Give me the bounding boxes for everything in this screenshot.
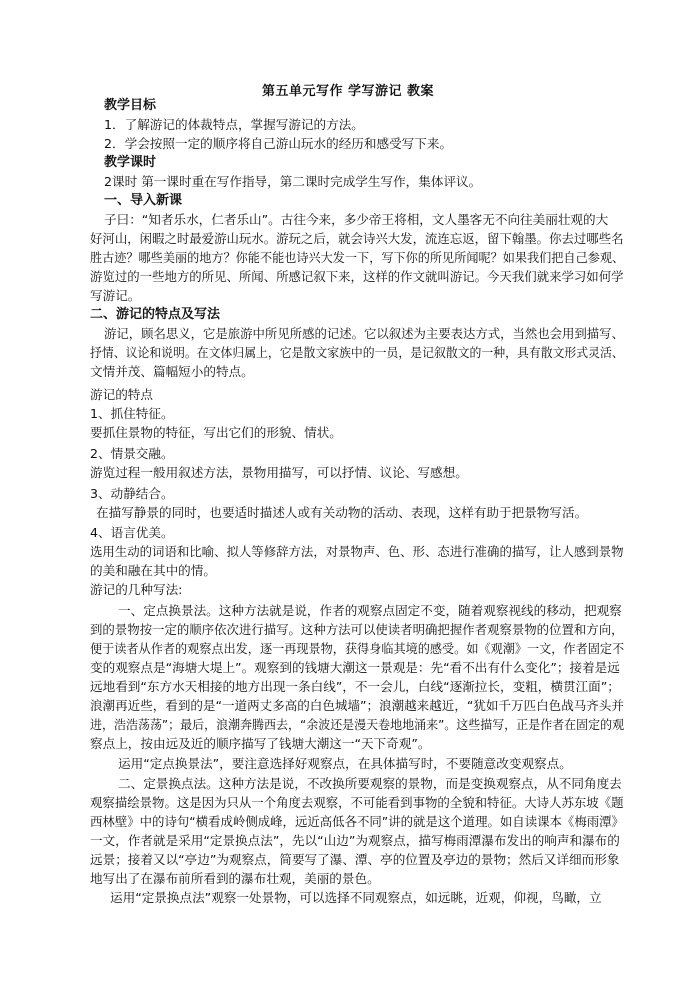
paragraph-line: 察点上，按由远及近的顺序描写了钱塘大潮这一“天下奇观”。 [90,736,431,751]
paragraph-line: 一文，作者就是采用“定景换点法”，先以“山边”为观察点，描写梅雨潭瀑布发出的响声和瀑布的 [90,833,620,848]
list-item: 3、动静结合。 [90,486,174,501]
paragraph-line: 远景；接着又以“亭边”为观察点，简要写了瀑、潭、亭的位置及亭边的景物；然后又详细而形象 [90,852,620,867]
paragraph-line: 西林壁》中的诗句“横看成岭侧成峰，远近高低各不同”讲的就是这个道理。如自读课本《梅雨潭》 [90,814,624,829]
paragraph-line: 文情并茂、篇幅短小的特点。 [90,364,254,379]
paragraph-line: 运用“定景换点法”观察一处景物，可以选择不同观察点，如远眺，近观，仰视，鸟瞰，立 [110,890,602,905]
paragraph-line: 游览过的一些地方的所见、所闻、所感记叙下来，这样的作文就叫游记。今天我们就来学习如何学 [90,269,624,284]
heading-features: 二、游记的特点及写法 [90,307,221,322]
heading-intro: 一、导入新课 [104,193,183,208]
list-item: 1、抓住特征。 [90,406,174,421]
paragraph-line: 游览过程一般用叙述方法，景物用描写，可以抒情、议论、写感想。 [90,465,468,480]
list-item: 2、情景交融。 [90,446,174,461]
subheading: 游记的特点 [90,387,153,402]
paragraph-line: 运用“定点换景法”，要注意选择好观察点，在具体描写时，不要随意改变观察点。 [118,756,572,771]
periods-text: 2课时 第一课时重在写作指导，第二课时完成学生写作，集体评议。 [104,174,482,189]
paragraph-line: 的美和融在其中的情。 [90,563,216,578]
list-item: 4、语言优美。 [90,525,174,540]
paragraph-line: 子曰：“知者乐水，仁者乐山”。古往今来，多少帝王将相，文人墨客无不向往美丽壮观的大 [104,212,609,227]
paragraph-line: 观察描绘景物。这是因为只从一个角度去观察，不可能看到事物的全貌和特征。大诗人苏东坡《题 [90,795,624,810]
objective-2: 2．学会按照一定的顺序将自己游山玩水的经历和感受写下来。 [104,136,453,151]
page-title: 第五单元写作 学写游记 教案 [261,84,435,99]
paragraph-line: 远地看到“东方水天相接的地方出现一条白线”，不一会儿，白线“逐渐拉长，变粗，横贯江面”； [90,679,620,694]
paragraph-line: 游记，顾名思义，它是旅游中所见所感的记述。它以叙述为主要表达方式，当然也会用到描写、 [104,326,624,341]
paragraph-line: 便于读者从作者的观察点出发，逐一再现景物，获得身临其境的感受。如《观潮》一文，作者固定不 [90,641,625,656]
paragraph-line: 二、定景换点法。这种方法是说，不改换所要观察的景物，而是变换观察点，从不同角度去 [118,776,622,791]
paragraph-line: 选用生动的词语和比喻、拟人等修辞方法，对景物声、色、形、态进行准确的描写，让人感到景物 [90,544,624,559]
paragraph-line: 胜古迹？哪些美丽的地方？你能不能也诗兴大发一下，写下你的所见所闻呢？如果我们把自己参观、 [90,250,625,265]
paragraph-line: 浪潮再近些，看到的是“一道两丈多高的白色城墙”；浪潮越来越近，“犹如千万匹白色战马齐头并 [90,698,624,713]
paragraph-line: 一、定点换景法。这种方法就是说，作者的观察点固定不变，随着观察视线的移动，把观察 [118,603,622,618]
paragraph-line: 进，浩浩荡荡”；最后，浪潮奔腾西去，“余波还是漫天卷地地涌来”。这些描写，正是作者在固定的观 [90,717,625,732]
paragraph-line: 变的观察点是“海塘大堤上”。观察到的钱塘大潮这一景观是：先“看不出有什么变化”；接着是远 [90,660,620,675]
paragraph-line: 要抓住景物的特征，写出它们的形貌、情状。 [90,425,342,440]
subheading: 游记的几种写法: [90,582,183,597]
paragraph-line: 写游记。 [90,288,141,303]
paragraph-line: 抒情、议论和说明。在文体归属上，它是散文家族中的一员，是记叙散文的一种，具有散文形式灵活、 [90,345,624,360]
paragraph-line: 在描写静景的同时，也要适时描述人或有关动物的活动、表现，这样有助于把景物写活。 [96,505,588,520]
heading-periods: 教学课时 [104,155,157,170]
paragraph-line: 好河山，闲暇之时最爱游山玩水。游玩之后，就会诗兴大发，流连忘返，留下翰墨。你去过哪些名 [90,231,624,246]
paragraph-line: 到的景物按一定的顺序依次进行描写。这种方法可以使读者明确把握作者观察景物的位置和方向， [90,622,624,637]
heading-objectives: 教学目标 [104,98,157,113]
objective-1: 1．了解游记的体裁特点，掌握写游记的方法。 [104,117,364,132]
paragraph-line: 地写出了在瀑布前所看到的瀑布壮观，美丽的景色。 [90,871,380,886]
